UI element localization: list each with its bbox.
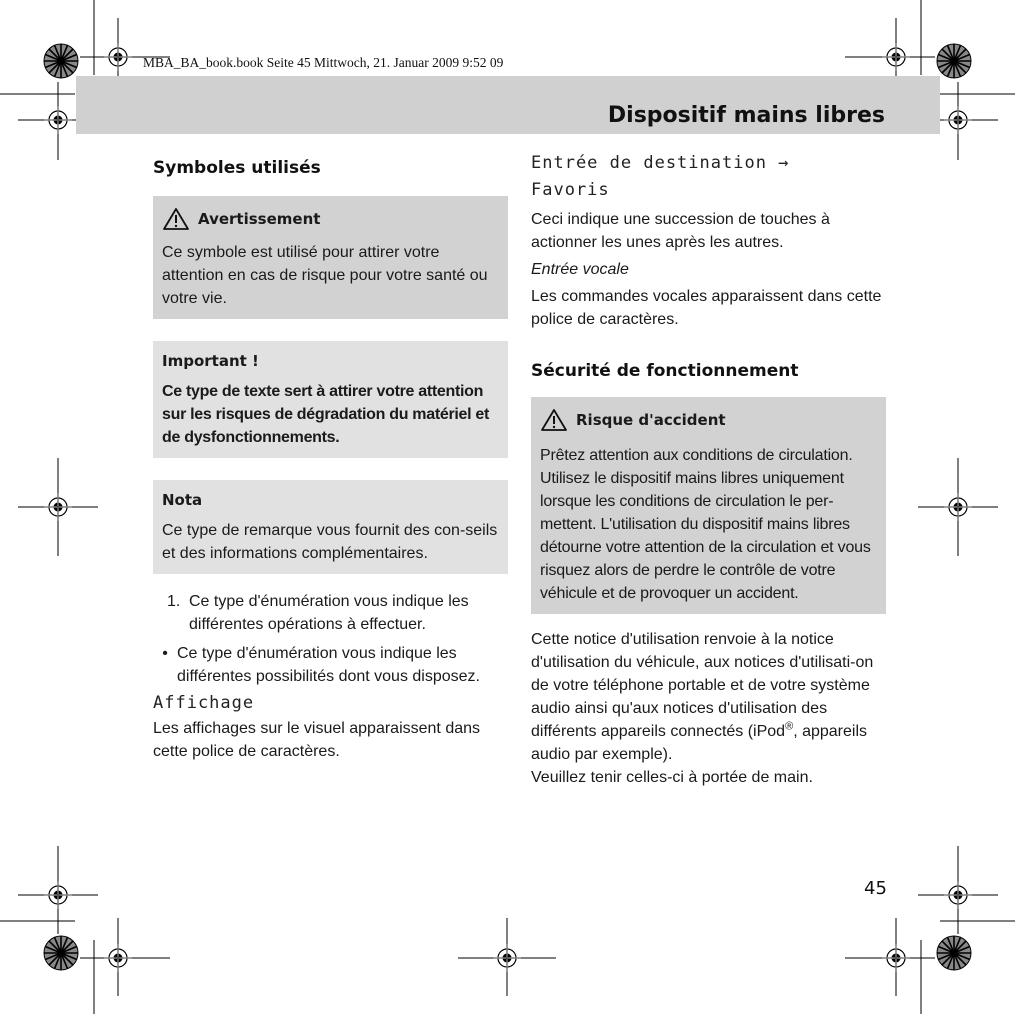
warning-triangle-icon <box>162 207 190 231</box>
sequence-line-1: Entrée de destination → <box>531 153 790 173</box>
risk-box <box>531 397 886 614</box>
page-number: 45 <box>864 878 887 899</box>
notice-text: Cette notice d'utilisation renvoie à la notice d'utilisation du véhicule, aux notices d'utilisati-on de votre téléphone portable et de votre système audio ainsi qu'aux notices d'utilisation des différents appareils connectés (iPod®, appareils audio par exemple). <box>531 631 874 763</box>
warning-triangle-icon <box>540 408 568 432</box>
symbols-heading: Symboles utilisés <box>153 158 321 178</box>
note-box-title: Nota <box>162 491 203 509</box>
numbered-list-item <box>167 590 508 636</box>
numbered-item-text: Ce type d'énumération vous indique les différentes opérations à effectuer. <box>189 593 469 633</box>
left-column <box>153 150 508 763</box>
bullet-icon: • <box>162 645 168 662</box>
bullet-list-item <box>153 642 508 688</box>
registered-mark: ® <box>785 720 794 733</box>
keep-text: Veuillez tenir celles-ci à portée de main. <box>531 769 813 786</box>
warning-box-text: Ce symbole est utilisé pour attirer votre attention en cas de risque pour votre santé ou votre vie. <box>162 244 488 307</box>
voice-text: Les commandes vocales apparaissent dans cette police de caractères. <box>531 288 882 328</box>
display-text: Les affichages sur le visuel apparaissent dans cette police de caractères. <box>153 720 481 760</box>
right-column <box>531 150 886 789</box>
important-box <box>153 341 508 458</box>
risk-box-title: Risque d'accident <box>576 411 726 429</box>
voice-sample: Entrée vocale <box>531 261 629 278</box>
page-title: Dispositif mains libres <box>607 103 885 128</box>
note-box <box>153 480 508 574</box>
note-box-text: Ce type de remarque vous fournit des con-seils et des informations complémentaires. <box>162 522 498 562</box>
bullet-item-text: Ce type d'énumération vous indique les différentes possibilités dont vous disposez. <box>177 645 480 685</box>
print-slug: MBA_BA_book.book Seite 45 Mittwoch, 21. Januar 2009 9:52 09 <box>143 55 504 70</box>
sequence-line-2: Favoris <box>531 180 610 200</box>
list-number: 1. <box>167 593 181 610</box>
risk-box-text: Prêtez attention aux conditions de circulation. Utilisez le dispositif mains libres uniquement lorsque les conditions de circulation le per-mettent. L'utilisation du dispositif mains libres détourne votre attention de la circulation et vous risquez alors de perdre le contrôle de votre véhicule et de provoquer un accident. <box>540 447 871 602</box>
display-sample: Affichage <box>153 693 255 713</box>
important-box-text: Ce type de texte sert à attirer votre attention sur les risques de dégradation du matériel et de dysfonctionnements. <box>162 383 490 446</box>
warning-box-title: Avertissement <box>198 210 321 228</box>
safety-heading: Sécurité de fonctionnement <box>531 361 799 381</box>
warning-box <box>153 196 508 319</box>
header-band <box>76 76 940 134</box>
sequence-text: Ceci indique une succession de touches à actionner les unes après les autres. <box>531 211 830 251</box>
important-box-title: Important ! <box>162 352 259 370</box>
